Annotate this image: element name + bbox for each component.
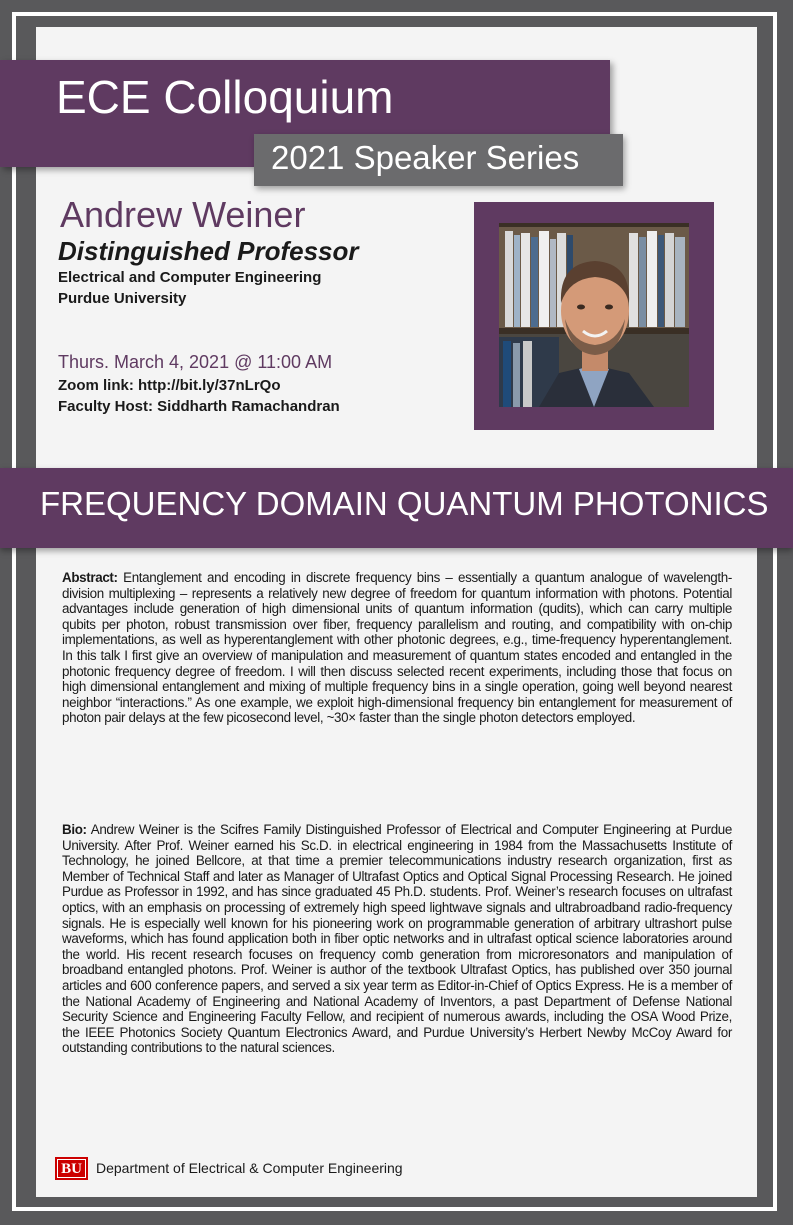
series-banner — [254, 134, 623, 186]
bio-section — [62, 822, 732, 1056]
zoom-link[interactable]: Zoom link: http://bit.ly/37nLrQo — [58, 377, 281, 394]
speaker-portrait-icon — [499, 223, 689, 407]
colloquium-title: ECE Colloquium — [56, 71, 394, 123]
talk-title: FREQUENCY DOMAIN QUANTUM PHOTONICS — [40, 485, 769, 522]
series-title: 2021 Speaker Series — [271, 139, 580, 176]
abstract-label: Abstract: — [62, 570, 118, 585]
bio-text: Andrew Weiner is the Scifres Family Distinguished Professor of Electrical and Computer Engineering at Purdue University. After Prof. Weiner earned his Sc.D. in electrical engineering in 1984 from the Massachusetts Institute of Technology, he joined Bellcore, at that time a premier telecommunications industry research organization, first as Member of Technical Staff and later as Manager of Ultrafast Optics and Optical Signal Processing Research. He joined Purdue as Professor in 1992, and has since graduated 45 Ph.D. students. Prof. Weiner’s research focuses on ultrafast optics, with an emphasis on processing of extremely high speed lightwave signals and ultrabroadband radio-frequency signals. He is especially well known for his pioneering work on programmable generation of arbitrary ultrashort pulse waveforms, which has found application both in fiber optic networks and in ultrafast optical science laboratories around the world. His recent research focuses on frequency comb generation from microresonators and manipulation of broadband entangled photons. Prof. Weiner is author of the textbook Ultrafast Optics, has published over 350 journal articles and 600 conference papers, and served a six year term as Editor-in-Chief of Optics Express. He is a member of the National Academy of Engineering and National Academy of Inventors, a past Department of Defense National Security Science and Engineering Faculty Fellow, and recipient of numerous awards, including the OSA Wood Prize, the IEEE Photonics Society Quantum Electronics Award, and Purdue University’s Herbert Newby McCoy Award for outstanding contributions to the natural sciences. — [62, 822, 732, 1056]
speaker-photo — [499, 223, 689, 407]
bu-logo: BU — [55, 1157, 88, 1180]
faculty-host: Faculty Host: Siddharth Ramachandran — [58, 398, 340, 415]
bio-label: Bio: — [62, 822, 87, 837]
speaker-title: Distinguished Professor — [58, 236, 359, 266]
speaker-university: Purdue University — [58, 290, 187, 307]
speaker-department: Electrical and Computer Engineering — [58, 269, 322, 286]
abstract-section — [62, 570, 732, 726]
abstract-text: Entanglement and encoding in discrete frequency bins – essentially a quantum analogue of wavelength-division multiplexing – represents a relatively new degree of freedom for quantum information with photons. Potential advantages include generation of high dimensional units of quantum information (qudits), which can carry multiple qubits per photon, robust transmission over fiber, frequency parallelism and routing, and compatibility with on-chip implementations, as well as hyperentanglement with other photonic degrees, e.g., time-frequency hyperentanglement. In this talk I first give an overview of manipulation and measurement of quantum states encoded and entangled in the photonic frequency degree of freedom. I will then discuss selected recent experiments, including those that focus on high dimensional entanglement and mixing of multiple frequency bins in a single operation, going well beyond nearest neighbor “interactions.” As one example, we exploit high-dimensional frequency bin entanglement for measurement of photon pair delays at the few picosecond level, ~30× faster than the single photon detectors employed. — [62, 570, 732, 726]
speaker-name: Andrew Weiner — [60, 194, 306, 235]
event-date: Thurs. March 4, 2021 @ 11:00 AM — [58, 352, 333, 372]
talk-title-banner — [0, 468, 793, 548]
footer-department: Department of Electrical & Computer Engineering — [96, 1160, 403, 1176]
